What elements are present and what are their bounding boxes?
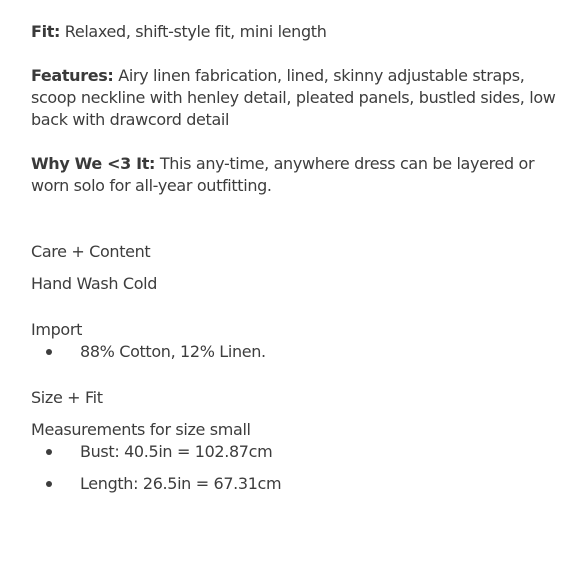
features-text: Airy linen fabrication, lined, skinny adjustable straps, scoop neckline with henley detail, pleated panels, bustled sides, low back with drawcord detail <box>31 66 556 129</box>
list-item <box>31 341 561 363</box>
measurements-list <box>31 441 561 495</box>
care-instructions: Hand Wash Cold <box>31 274 158 293</box>
bullet-icon <box>46 449 52 455</box>
features-paragraph <box>31 65 561 131</box>
care-content-heading: Care + Content <box>31 242 151 261</box>
bullet-icon <box>46 349 52 355</box>
fit-text: Relaxed, shift-style fit, mini length <box>60 22 327 41</box>
list-item <box>31 473 561 495</box>
measurement-bust: Bust: 40.5in = 102.87cm <box>80 442 273 461</box>
fit-label: Fit: <box>31 22 61 41</box>
size-subheading: Measurements for size small <box>31 420 251 439</box>
content-item-text: 88% Cotton, 12% Linen. <box>80 342 266 361</box>
list-item <box>31 441 561 463</box>
why-text: This any-time, anywhere dress can be layered or worn solo for all-year outfitting. <box>31 154 535 195</box>
features-label: Features: <box>31 66 114 85</box>
why-label: Why We <3 It: <box>31 154 156 173</box>
why-paragraph <box>31 153 561 197</box>
bullet-icon <box>46 481 52 487</box>
fit-paragraph <box>31 21 561 43</box>
origin-text: Import <box>31 320 83 339</box>
content-list <box>31 341 561 363</box>
size-fit-heading: Size + Fit <box>31 388 103 407</box>
product-details <box>31 21 561 495</box>
measurement-length: Length: 26.5in = 67.31cm <box>80 474 282 493</box>
